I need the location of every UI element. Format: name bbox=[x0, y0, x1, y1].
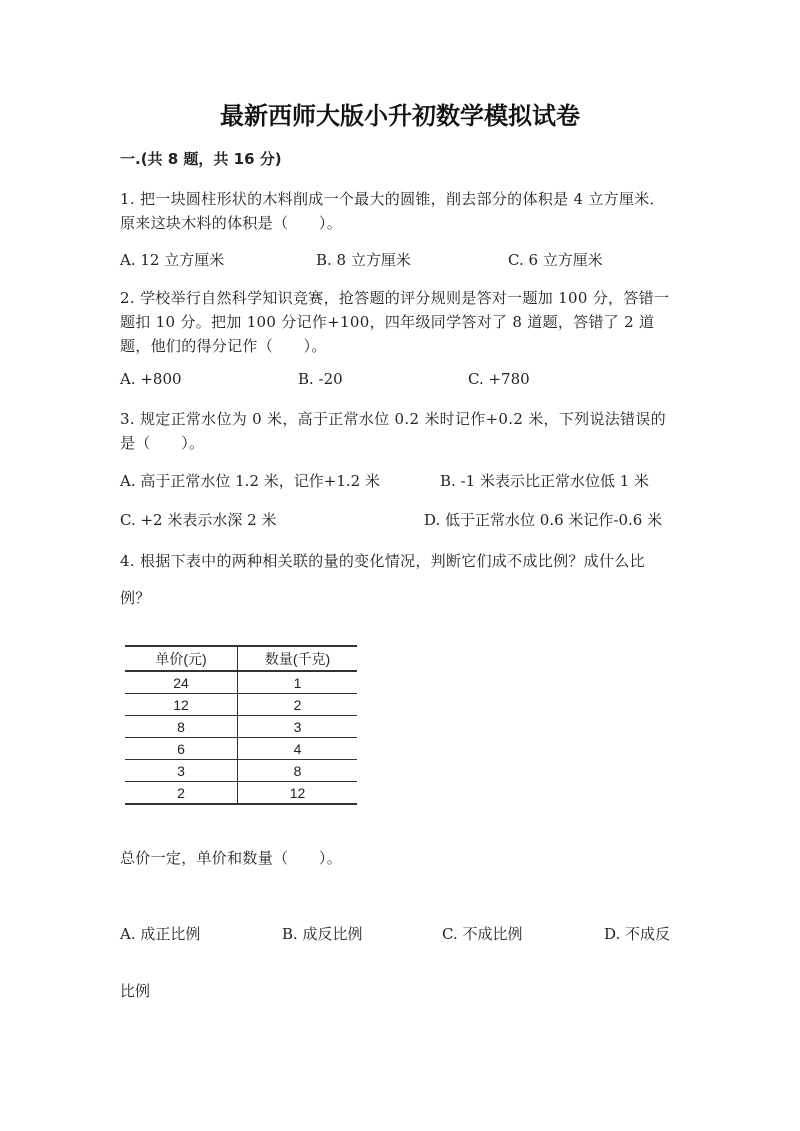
section-heading: 一.(共 8 题，共 16 分) bbox=[120, 150, 282, 168]
question-4-stem-line1: 4. 根据下表中的两种相关联的量的变化情况，判断它们成不成比例？成什么比 bbox=[120, 552, 645, 570]
cell-quantity: 12 bbox=[238, 782, 358, 805]
question-4-prompt: 总价一定，单价和数量（ ）。 bbox=[120, 849, 343, 867]
cell-unit-price: 12 bbox=[125, 694, 238, 716]
table-row bbox=[125, 738, 357, 760]
table-row bbox=[125, 716, 357, 738]
price-quantity-table bbox=[125, 645, 357, 805]
question-4-stem-line2: 例？ bbox=[120, 589, 151, 607]
question-3-stem: 3. 规定正常水位为 0 米，高于正常水位 0.2 米时记作+0.2 米，下列说法错误的是（ ）。 bbox=[120, 410, 666, 452]
q3-option-d[interactable]: D. 低于正常水位 0.6 米记作-0.6 米 bbox=[424, 511, 663, 529]
header-unit-price: 单价(元) bbox=[125, 646, 238, 671]
cell-quantity: 8 bbox=[238, 760, 358, 782]
q3-option-b[interactable]: B. -1 米表示比正常水位低 1 米 bbox=[440, 472, 650, 490]
q2-option-a[interactable]: A. +800 bbox=[120, 370, 182, 388]
header-quantity: 数量(千克) bbox=[238, 646, 358, 671]
cell-quantity: 2 bbox=[238, 694, 358, 716]
table-header-row bbox=[125, 646, 357, 671]
q4-option-a[interactable]: A. 成正比例 bbox=[120, 925, 201, 943]
table-row bbox=[125, 760, 357, 782]
q1-option-c[interactable]: C. 6 立方厘米 bbox=[508, 251, 603, 269]
cell-unit-price: 8 bbox=[125, 716, 238, 738]
table-row bbox=[125, 671, 357, 694]
cell-unit-price: 3 bbox=[125, 760, 238, 782]
question-2-stem: 2. 学校举行自然科学知识竞赛，抢答题的评分规则是答对一题加 100 分，答错一题扣 10 分。把加 100 分记作+100，四年级同学答对了 8 道题，答错了 2 道题，他们的得分记作（ ）。 bbox=[120, 289, 670, 355]
cell-quantity: 1 bbox=[238, 671, 358, 694]
table-row bbox=[125, 694, 357, 716]
question-1-stem: 1. 把一块圆柱形状的木料削成一个最大的圆锥，削去部分的体积是 4 立方厘米．原来这块木料的体积是（ ）。 bbox=[120, 190, 665, 232]
q4-option-d[interactable]: D. 不成反 bbox=[604, 925, 671, 943]
cell-quantity: 3 bbox=[238, 716, 358, 738]
q4-option-b[interactable]: B. 成反比例 bbox=[282, 925, 363, 943]
q3-option-a[interactable]: A. 高于正常水位 1.2 米，记作+1.2 米 bbox=[120, 472, 380, 490]
q2-option-c[interactable]: C. +780 bbox=[468, 370, 530, 388]
q1-option-a[interactable]: A. 12 立方厘米 bbox=[120, 251, 225, 269]
cell-unit-price: 2 bbox=[125, 782, 238, 805]
q2-option-b[interactable]: B. -20 bbox=[298, 370, 343, 388]
q4-option-d-wrap: 比例 bbox=[120, 982, 151, 1000]
q3-option-c[interactable]: C. +2 米表示水深 2 米 bbox=[120, 511, 277, 529]
q4-option-c[interactable]: C. 不成比例 bbox=[442, 925, 523, 943]
q1-option-b[interactable]: B. 8 立方厘米 bbox=[316, 251, 411, 269]
cell-unit-price: 6 bbox=[125, 738, 238, 760]
cell-quantity: 4 bbox=[238, 738, 358, 760]
table-row bbox=[125, 782, 357, 805]
cell-unit-price: 24 bbox=[125, 671, 238, 694]
page-title: 最新西师大版小升初数学模拟试卷 bbox=[220, 102, 580, 130]
